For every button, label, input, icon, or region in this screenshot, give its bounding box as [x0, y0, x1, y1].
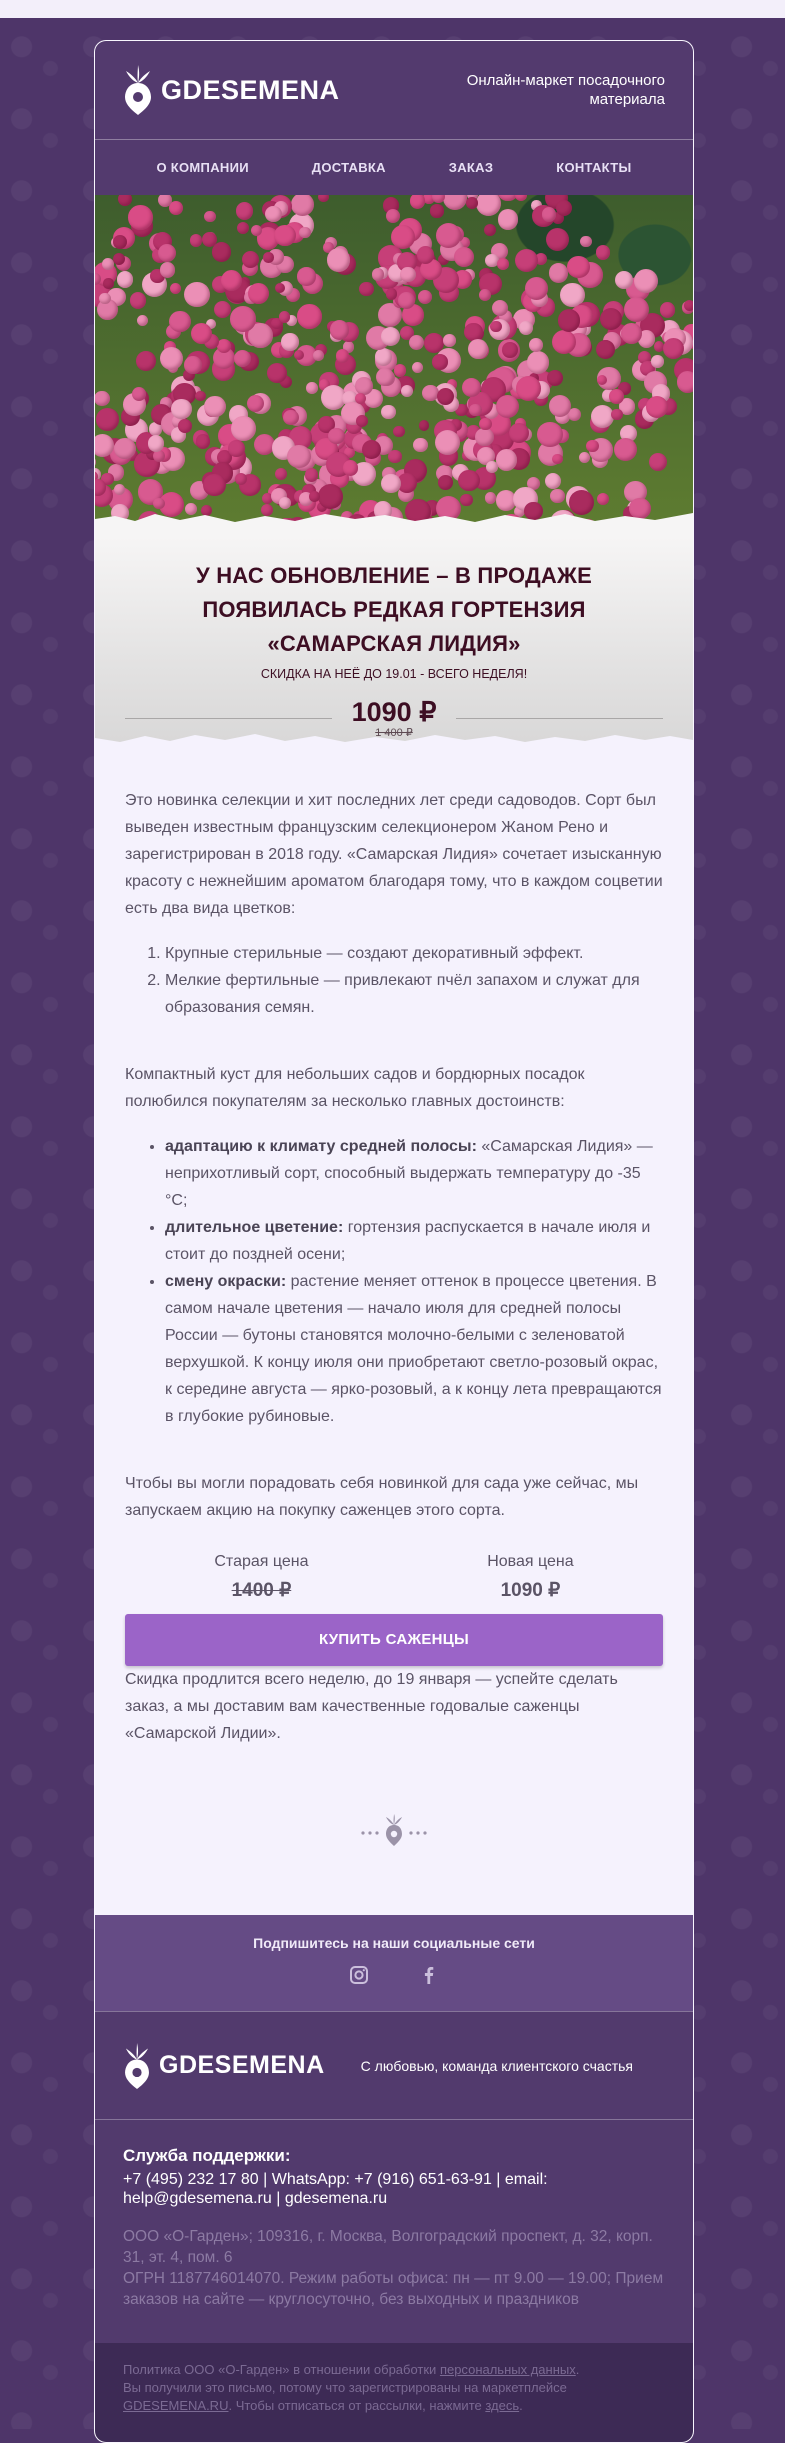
hydrangea-blossom — [251, 225, 262, 236]
hydrangea-blossom — [265, 206, 281, 222]
hydrangea-blossom — [567, 256, 589, 278]
hydrangea-blossom — [234, 350, 251, 367]
hydrangea-blossom — [651, 355, 663, 367]
hydrangea-blossom — [204, 211, 215, 222]
hydrangea-blossom — [435, 430, 460, 455]
hydrangea-blossom — [343, 460, 359, 476]
benefits-intro: Компактный куст для небольших садов и бордюрных посадок полюбился покупателям за несколько главных достоинств: — [125, 1061, 663, 1115]
hydrangea-blossom — [263, 252, 274, 263]
hydrangea-blossom — [400, 267, 416, 283]
hydrangea-blossom — [212, 242, 231, 261]
promo-price-old: 1 400 ₽ — [352, 726, 437, 739]
footer-top — [95, 2011, 693, 2119]
hydrangea-blossom — [515, 249, 538, 272]
hydrangea-blossom — [437, 388, 454, 405]
hydrangea-blossom — [95, 456, 96, 468]
footer-signature: С любовью, команда клиентского счастья — [361, 2058, 633, 2074]
nav-order[interactable]: ЗАКАЗ — [449, 160, 494, 175]
policy-text: Политика ООО «О-Гарден» в отношении обработки — [123, 2362, 440, 2377]
hydrangea-blossom — [191, 323, 212, 344]
hydrangea-blossom — [327, 248, 350, 271]
hydrangea-blossom — [468, 339, 488, 359]
top-strip — [0, 0, 785, 18]
new-price-value: 1090 ₽ — [487, 1577, 573, 1604]
benefit-text: растение меняет оттенок в процессе цветения. В самом начале цветения — начало июля для средней полосы России — бутоны становятся молочно-белыми с зеленоватой верхушкой. К концу июля они приобретают светло-розовый окрас, к середине августа — ярко-розовый, а к концу лета превращаются в глубокие рубиновые. — [165, 1273, 662, 1425]
hydrangea-blossom — [381, 327, 400, 346]
promo-subtitle: СКИДКА НА НЕЁ ДО 19.01 - ВСЕГО НЕДЕЛЯ! — [125, 667, 663, 681]
hydrangea-blossom — [305, 468, 319, 482]
hydrangea-blossom — [609, 389, 624, 404]
support-contacts: +7 (495) 232 17 80 | WhatsApp: +7 (916) 651-63-91 | email: help@gdesemena.ru | gdesemena.ru — [123, 2170, 665, 2208]
hydrangea-blossom — [299, 227, 310, 238]
hydrangea-blossom — [393, 426, 405, 438]
hydrangea-blossom — [103, 278, 113, 288]
nav-about[interactable]: О КОМПАНИИ — [156, 160, 248, 175]
hydrangea-blossom — [313, 350, 324, 361]
torn-paper-bottom — [95, 728, 693, 750]
social-title: Подпишитесь на наши социальные сети — [95, 1935, 693, 1951]
hydrangea-blossom — [542, 207, 557, 222]
hydrangea-blossom — [275, 468, 287, 480]
hydrangea-blossom — [418, 290, 432, 304]
hydrangea-blossom — [454, 247, 474, 267]
unsubscribe-text: . Чтобы отписаться от рассылки, нажмите — [228, 2398, 485, 2413]
hydrangea-blossom — [486, 461, 498, 473]
price-divider-right — [456, 718, 663, 719]
hydrangea-blossom — [297, 267, 315, 285]
hydrangea-blossom — [624, 297, 649, 322]
benefit-title: смену окраски: — [165, 1273, 286, 1290]
policy-suffix: . — [576, 2362, 580, 2377]
closing-paragraph: Скидка продлится всего неделю, до 19 января — успейте сделать заказ, а мы доставим вам качественные годовалые саженцы «Самарской Лидии». — [125, 1666, 663, 1747]
hydrangea-blossom — [359, 282, 373, 296]
hydrangea-blossom — [375, 348, 392, 365]
hydrangea-blossom — [443, 195, 468, 210]
social-block — [95, 1915, 693, 2011]
hydrangea-blossom — [355, 393, 366, 404]
hydrangea-blossom — [413, 438, 427, 452]
hydrangea-blossom — [519, 321, 533, 335]
hydrangea-blossom — [591, 405, 614, 428]
hydrangea-blossom — [214, 301, 231, 318]
hydrangea-blossom — [381, 474, 401, 494]
facebook-icon[interactable] — [419, 1965, 439, 1985]
hydrangea-blossom — [283, 410, 298, 425]
nav-contacts[interactable]: КОНТАКТЫ — [556, 160, 631, 175]
hydrangea-blossom — [158, 244, 176, 262]
hydrangea-blossom — [386, 288, 398, 300]
hydrangea-blossom — [596, 245, 610, 259]
hydrangea-blossom — [466, 197, 478, 209]
brand-tagline: Онлайн-маркет посадочного материала — [435, 71, 665, 109]
hydrangea-blossom — [235, 473, 247, 485]
hydrangea-blossom — [525, 277, 548, 300]
footer-info — [95, 2119, 693, 2343]
hydrangea-blossom — [281, 333, 298, 350]
hydrangea-blossom — [558, 309, 581, 332]
privacy-link[interactable]: персональных данных — [440, 2362, 576, 2377]
hydrangea-blossom — [600, 308, 622, 330]
promo-title: У НАС ОБНОВЛЕНИЕ – В ПРОДАЖЕ ПОЯВИЛАСЬ РЕДКАЯ ГОРТЕНЗИЯ «САМАРСКАЯ ЛИДИЯ» — [125, 559, 663, 661]
hydrangea-blossom — [684, 300, 693, 311]
hydrangea-blossom — [355, 377, 373, 395]
hydrangea-blossom — [130, 292, 146, 308]
hydrangea-blossom — [394, 364, 406, 376]
hero-image — [95, 195, 693, 537]
footer-bottom — [95, 2343, 693, 2442]
hydrangea-blossom — [169, 311, 191, 333]
footer-logo[interactable] — [123, 2043, 325, 2089]
hydrangea-blossom — [184, 356, 202, 374]
hydrangea-blossom — [479, 289, 491, 301]
hydrangea-blossom — [634, 269, 659, 294]
legal-info: ООО «О-Гарден»; 109316, г. Москва, Волгоградский проспект, д. 32, корп. 31, эт. 4, пом. 6 ОГРН 1187746014070. Режим работы офиса: пн — пт 9.00 — 19.00; Прием заказов на сайте — круглосуточно, без выходных и праздников — [123, 2226, 665, 2310]
benefit-title: адаптацию к климату средней полосы: — [165, 1138, 477, 1155]
hydrangea-blossom — [502, 342, 518, 358]
promo-block — [95, 537, 693, 749]
hydrangea-blossom — [237, 222, 249, 234]
list-item — [165, 1214, 663, 1268]
email-header — [95, 41, 693, 139]
subscription-reason — [123, 2379, 665, 2415]
reason-text: Вы получили это письмо, потому что зарегистрированы на маркетплейсе — [123, 2380, 567, 2395]
hydrangea-blossom — [236, 202, 254, 220]
hydrangea-blossom — [195, 391, 205, 401]
hydrangea-blossom — [580, 236, 592, 248]
hydrangea-blossom — [529, 338, 543, 352]
hydrangea-blossom — [475, 428, 493, 446]
hydrangea-blossom — [114, 438, 136, 460]
hydrangea-blossom — [287, 445, 311, 469]
beet-logo-icon — [123, 2043, 151, 2089]
hydrangea-blossom — [419, 420, 430, 431]
intro-paragraph: Это новинка селекции и хит последних лет среди садоводов. Сорт был выведен известным французским селекционером Жаном Рено и зарегистрирован в 2018 году. «Самарская Лидия» сочетает изысканную красоту с нежнейшим ароматом благодаря тому, что в каждом соцветии есть два вида цветков: — [125, 787, 663, 922]
hydrangea-blossom — [430, 204, 443, 217]
hydrangea-blossom — [386, 209, 400, 223]
hydrangea-blossom — [170, 283, 181, 294]
price-compare — [125, 1548, 663, 1604]
hydrangea-blossom — [117, 271, 133, 287]
hydrangea-blossom — [677, 371, 693, 393]
benefits-list — [125, 1133, 663, 1430]
hydrangea-blossom — [184, 282, 209, 307]
hydrangea-blossom — [96, 408, 118, 430]
new-price-block — [487, 1548, 573, 1604]
buy-seedlings-button[interactable]: КУПИТЬ САЖЕНЦЫ — [125, 1614, 663, 1666]
old-price-label: Старая цена — [214, 1548, 308, 1575]
hydrangea-blossom — [417, 246, 434, 263]
main-nav — [95, 139, 693, 195]
hydrangea-blossom — [137, 315, 148, 326]
list-item: 2. Мелкие фертильные — привлекают пчёл запахом и служат для образования семян. — [165, 967, 663, 1021]
hydrangea-blossom — [196, 434, 210, 448]
hydrangea-blossom — [412, 362, 423, 373]
hydrangea-blossom — [537, 422, 562, 447]
hydrangea-blossom — [586, 440, 598, 452]
hydrangea-blossom — [391, 225, 415, 249]
hydrangea-blossom — [381, 405, 395, 419]
hydrangea-blossom — [579, 452, 590, 463]
hydrangea-blossom — [422, 385, 439, 402]
hydrangea-blossom — [297, 304, 321, 328]
hydrangea-blossom — [597, 375, 607, 385]
hydrangea-blossom — [330, 320, 349, 339]
hydrangea-blossom — [376, 368, 394, 386]
unsubscribe-suffix: . — [519, 2398, 523, 2413]
hydrangea-blossom — [443, 334, 456, 347]
hydrangea-blossom — [552, 454, 562, 464]
social-icons — [95, 1965, 693, 1985]
email-body — [95, 749, 693, 1915]
hydrangea-blossom — [476, 195, 501, 216]
brand-name: GDESEMENA — [161, 75, 340, 106]
hydrangea-blossom — [409, 335, 425, 351]
hydrangea-blossom — [248, 283, 269, 304]
hydrangea-blossom — [497, 258, 509, 270]
hydrangea-blossom — [231, 416, 256, 441]
hydrangea-blossom — [275, 283, 285, 293]
hydrangea-blossom — [552, 330, 576, 354]
hydrangea-blossom — [424, 333, 444, 353]
hydrangea-blossom — [549, 395, 571, 417]
hydrangea-blossom — [128, 205, 153, 230]
hydrangea-blossom — [660, 302, 676, 318]
instagram-icon[interactable] — [349, 1965, 369, 1985]
hydrangea-blossom — [458, 470, 479, 491]
hydrangea-blossom — [515, 195, 527, 201]
hydrangea-blossom — [306, 382, 318, 394]
beet-logo-icon — [123, 65, 153, 115]
hydrangea-blossom — [556, 200, 572, 216]
promo-price-new: 1090 ₽ — [352, 697, 437, 728]
hydrangea-blossom — [611, 409, 623, 421]
hydrangea-blossom — [118, 195, 132, 206]
hydrangea-blossom — [356, 415, 368, 427]
hydrangea-blossom — [203, 474, 226, 497]
hydrangea-blossom — [498, 209, 519, 230]
email-container — [94, 40, 694, 2443]
hydrangea-blossom — [228, 440, 245, 457]
benefit-text: «Самарская Лидия» — неприхотливый сорт, способный выдержать температуру до -35 °C; — [165, 1138, 653, 1209]
hydrangea-blossom — [432, 354, 448, 370]
hydrangea-blossom — [546, 228, 569, 251]
hydrangea-blossom — [547, 370, 563, 386]
hydrangea-blossom — [527, 351, 549, 373]
hydrangea-blossom — [484, 224, 496, 236]
torn-paper-edge — [95, 499, 693, 537]
hydrangea-blossom — [549, 263, 568, 282]
hydrangea-blossom — [372, 268, 384, 280]
hydrangea-blossom — [438, 475, 453, 490]
brand-logo[interactable] — [123, 65, 340, 115]
hydrangea-blossom — [178, 419, 192, 433]
hydrangea-blossom — [204, 396, 226, 418]
hydrangea-blossom — [190, 234, 203, 247]
unsubscribe-link[interactable]: здесь — [485, 2398, 519, 2413]
list-item: 1. Крупные стерильные — создают декоративный эффект. — [165, 940, 663, 967]
nav-delivery[interactable]: ДОСТАВКА — [312, 160, 386, 175]
hydrangea-blossom — [171, 399, 191, 419]
hydrangea-blossom — [663, 338, 684, 359]
price-divider-left — [125, 718, 332, 719]
hydrangea-blossom — [469, 404, 481, 416]
hydrangea-blossom — [490, 321, 501, 332]
footer-brand-name: GDESEMENA — [159, 2051, 325, 2080]
site-link[interactable]: GDESEMENA.RU — [123, 2398, 228, 2413]
old-price-value: 1400 ₽ — [214, 1577, 308, 1604]
list-item — [165, 1133, 663, 1214]
policy-line — [123, 2361, 665, 2379]
hydrangea-blossom — [436, 223, 461, 248]
hydrangea-blossom — [516, 376, 541, 401]
hydrangea-blossom — [230, 306, 255, 331]
hydrangea-blossom — [95, 391, 110, 406]
hydrangea-blossom — [160, 347, 184, 371]
hydrangea-blossom — [136, 351, 156, 371]
list-item — [165, 1268, 663, 1430]
hydrangea-blossom — [596, 340, 615, 359]
hydrangea-blossom — [621, 323, 642, 344]
hydrangea-blossom — [479, 418, 491, 430]
benefit-text: гортензия распускается в начале июля и стоит до поздней осени; — [165, 1219, 650, 1263]
hydrangea-blossom — [148, 435, 164, 451]
hydrangea-blossom — [649, 453, 667, 471]
hydrangea-blossom — [545, 473, 561, 489]
hydrangea-blossom — [401, 385, 413, 397]
beet-divider-icon — [359, 1813, 429, 1849]
hydrangea-blossom — [160, 262, 175, 277]
benefit-title: длительное цветение: — [165, 1219, 343, 1236]
support-title: Служба поддержки: — [123, 2146, 665, 2166]
hydrangea-blossom — [99, 293, 110, 304]
old-price-block — [214, 1548, 308, 1604]
hydrangea-blossom — [274, 225, 296, 247]
hydrangea-blossom — [614, 438, 637, 461]
ornament-divider — [125, 1747, 663, 1915]
hydrangea-blossom — [114, 484, 125, 495]
new-price-label: Новая цена — [487, 1548, 573, 1575]
hydrangea-blossom — [398, 292, 415, 309]
flower-types-list — [125, 940, 663, 1021]
offer-paragraph: Чтобы вы могли порадовать себя новинкой для сада уже сейчас, мы запускаем акцию на покупку саженцев этого сорта. — [125, 1470, 663, 1524]
hydrangea-blossom — [318, 195, 328, 202]
hydrangea-blossom — [496, 395, 519, 418]
hydrangea-blossom — [279, 311, 290, 322]
hydrangea-blossom — [291, 195, 314, 216]
hydrangea-blossom — [496, 449, 517, 470]
hydrangea-blossom — [646, 396, 668, 418]
hydrangea-blossom — [410, 195, 426, 209]
